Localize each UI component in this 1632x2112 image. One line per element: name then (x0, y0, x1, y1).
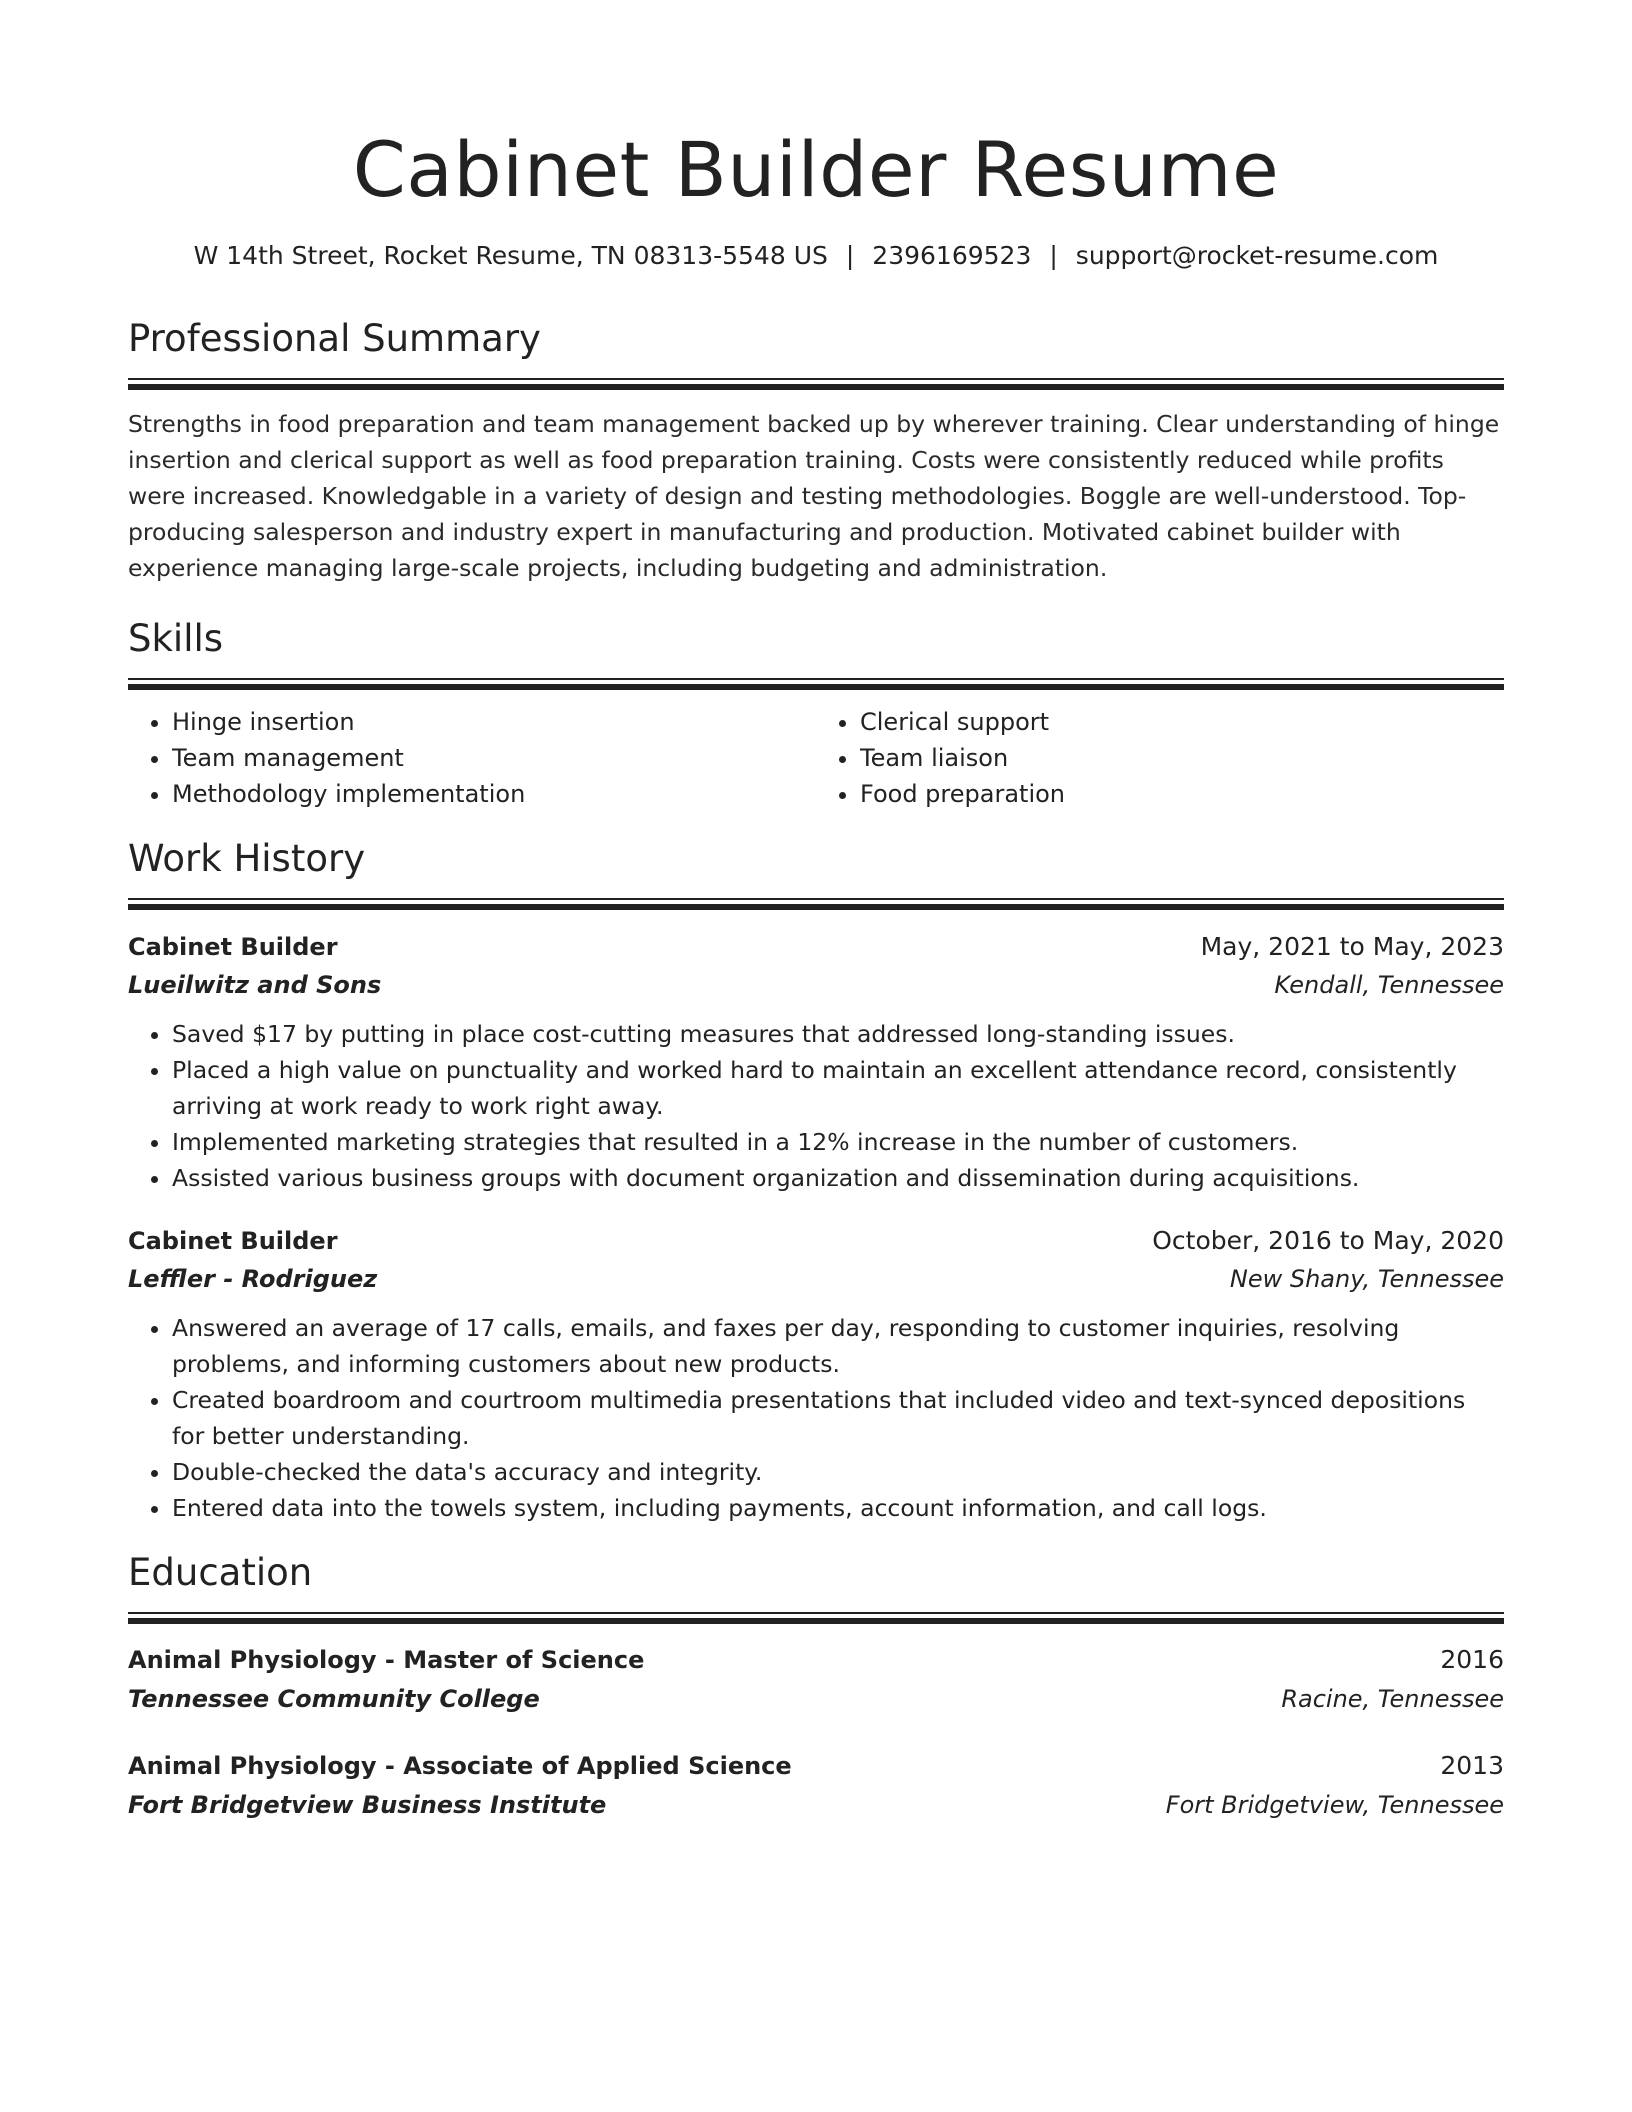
job-bullet: • Implemented marketing strategies that resulted in a 12% increase in the number of customers. (172, 1124, 1504, 1160)
job-title: Cabinet Builder (128, 1227, 338, 1255)
work-section-header (128, 834, 1504, 908)
job-bullets (128, 1016, 1504, 1196)
skills-column-left (128, 704, 816, 812)
skill-item: • Clerical support (860, 704, 1504, 740)
skill-item: • Team liaison (860, 740, 1504, 776)
section-divider (128, 1612, 1504, 1622)
education-entry (128, 1640, 1504, 1718)
skill-item: • Hinge insertion (172, 704, 816, 740)
education-year: 2013 (1440, 1751, 1504, 1780)
education-location: Fort Bridgetview, Tennessee (1165, 1791, 1504, 1819)
job-bullet: • Answered an average of 17 calls, emails, and faxes per day, responding to customer inquiries, resolving problems, and informing customers about new products. (172, 1310, 1504, 1382)
summary-section-header (128, 314, 1504, 388)
summary-heading: Professional Summary (128, 317, 541, 360)
education-degree: Animal Physiology - Associate of Applied Science (128, 1752, 792, 1780)
skills-list (128, 704, 1504, 812)
contact-address: W 14th Street, Rocket Resume, TN 08313-5548 US (193, 241, 828, 270)
contact-line (128, 238, 1504, 274)
work-heading: Work History (128, 837, 366, 880)
education-entry (128, 1746, 1504, 1824)
education-section-header (128, 1548, 1504, 1622)
job-title: Cabinet Builder (128, 933, 338, 961)
job-entry (128, 1222, 1504, 1526)
education-school: Fort Bridgetview Business Institute (128, 1791, 607, 1819)
job-entry (128, 928, 1504, 1196)
contact-separator: | (845, 241, 855, 270)
education-year: 2016 (1440, 1645, 1504, 1674)
job-bullets (128, 1310, 1504, 1526)
job-bullet: • Double-checked the data's accuracy and integrity. (172, 1454, 1504, 1490)
contact-email: support@rocket-resume.com (1075, 241, 1439, 270)
job-dates: May, 2021 to May, 2023 (1200, 932, 1504, 961)
summary-text: Strengths in food preparation and team management backed up by wherever training. Clear understanding of hinge insertion and clerical support as well as food preparation training. Costs were consistently reduced while profits were increased. Knowledgable in a variety of design and testing methodologies. Boggle are well-understood. Top-producing salesperson and industry expert in manufacturing and production. Motivated cabinet builder with experience managing large-scale projects, including budgeting and administration. (128, 410, 1500, 582)
job-bullet: • Entered data into the towels system, including payments, account information, and call logs. (172, 1490, 1504, 1526)
section-divider (128, 898, 1504, 908)
skill-item: • Food preparation (860, 776, 1504, 812)
job-bullet: • Saved $17 by putting in place cost-cutting measures that addressed long-standing issues. (172, 1016, 1504, 1052)
job-bullet: • Created boardroom and courtroom multimedia presentations that included video and text-synced depositions for better understanding. (172, 1382, 1504, 1454)
skill-item: • Methodology implementation (172, 776, 816, 812)
education-degree: Animal Physiology - Master of Science (128, 1646, 645, 1674)
skills-heading: Skills (128, 617, 224, 660)
job-dates: October, 2016 to May, 2020 (1152, 1226, 1504, 1255)
job-bullet: • Assisted various business groups with document organization and dissemination during acquisitions. (172, 1160, 1504, 1196)
job-company: Leffler - Rodriguez (128, 1265, 378, 1293)
job-location: Kendall, Tennessee (1274, 971, 1504, 999)
skills-column-right (816, 704, 1504, 812)
page-title: Cabinet Builder Resume (352, 125, 1280, 214)
contact-separator: | (1049, 241, 1058, 270)
education-school: Tennessee Community College (128, 1685, 540, 1713)
contact-phone: 2396169523 (872, 241, 1032, 270)
job-company: Lueilwitz and Sons (128, 971, 382, 999)
section-divider (128, 678, 1504, 688)
job-bullet: • Placed a high value on punctuality and worked hard to maintain an excellent attendance record, consistently arriving at work ready to work right away. (172, 1052, 1504, 1124)
skill-item: • Team management (172, 740, 816, 776)
section-divider (128, 378, 1504, 388)
job-location: New Shany, Tennessee (1229, 1265, 1504, 1293)
skills-section-header (128, 614, 1504, 688)
education-location: Racine, Tennessee (1281, 1685, 1504, 1713)
education-heading: Education (128, 1551, 313, 1594)
